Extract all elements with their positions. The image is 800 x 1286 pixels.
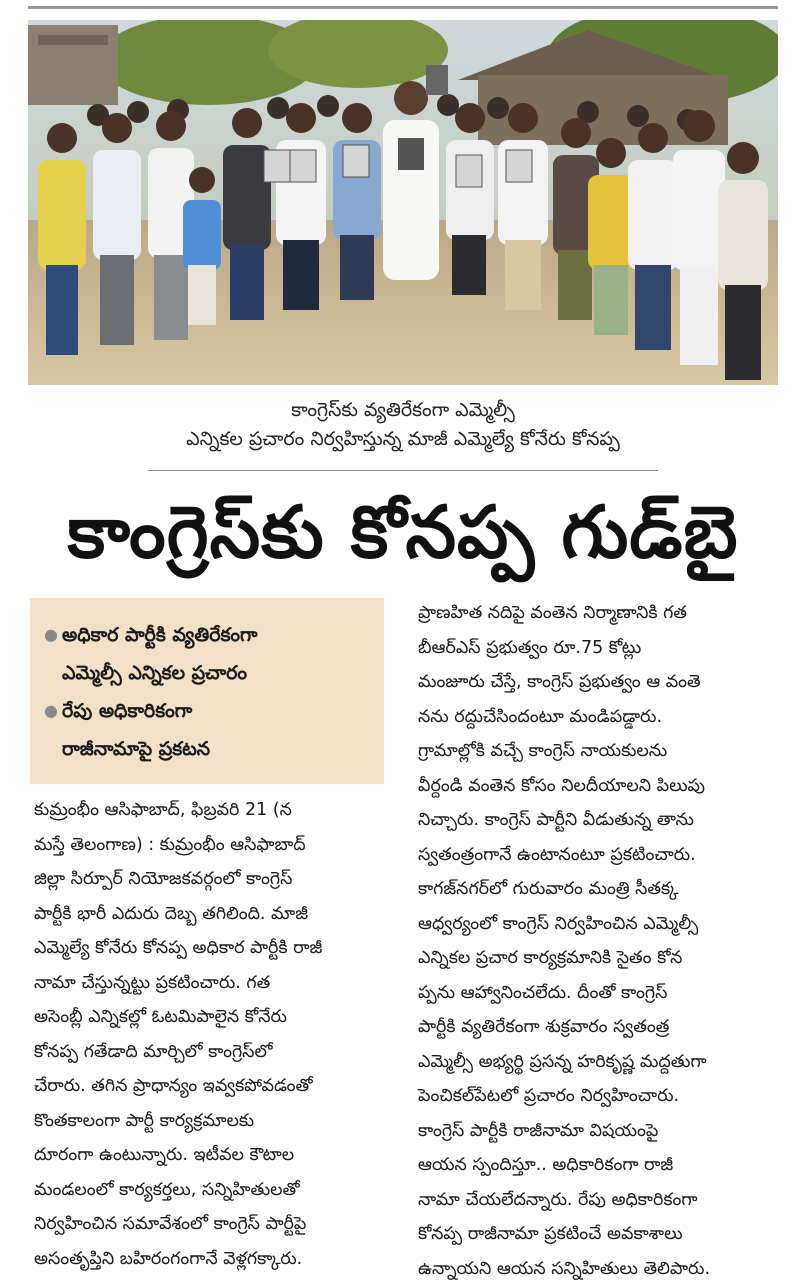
highlight-text: రేపు అధికారికంగా రాజీనామాపై ప్రకటన [62, 700, 211, 760]
photo-caption [28, 396, 778, 454]
headline: కాంగ్రెస్‌కు కోనప్ప గుడ్‌బై [67, 490, 739, 574]
highlight-item [44, 616, 370, 692]
highlight-item [44, 692, 370, 768]
caption-line-1: కాంగ్రెస్‌కు వ్యతిరేకంగా ఎమ్మెల్సీ [291, 399, 515, 421]
highlights-box [30, 598, 384, 784]
top-rule [28, 6, 778, 9]
bullet-icon: ● [44, 625, 58, 644]
news-photo [28, 20, 778, 385]
caption-line-2: ఎన్నికల ప్రచారం నిర్వహిస్తున్న మాజీ ఎమ్మెల్యే కోనేరు కోనప్ప [186, 428, 620, 450]
group-photo-icon [28, 20, 778, 385]
article-column-left: కుమ్రంభీం ఆసిఫాబాద్, ఫిబ్రవరి 21 (న మస్తే తెలంగాణ) : కుమ్రంభీం ఆసిఫాబాద్ జిల్లా సిర్పూర్ నియోజకవర్గంలో కాంగ్రెస్ పార్టీకి భారీ ఎదురు దెబ్బ తగిలింది. మాజీ ఎమ్మెల్యే కోనేరు కోనప్ప అధికార పార్టీకి రాజీ నామా చేస్తున్నట్టు ప్రకటించారు. గత అసెంబ్లీ ఎన్నికల్లో ఓటమిపాలైన కోనేరు కోనప్ప గతేడాది మార్చిలో కాంగ్రెస్‌లో చేరారు. తగిన ప్రాధాన్యం ఇవ్వకపోవడంతో కొంతకాలంగా పార్టీ కార్యక్రమాలకు దూరంగా ఉంటున్నారు. ఇటీవల కౌటాల మండలంలో కార్యకర్తలు, సన్నిహితులతో నిర్వహించిన సమావేశంలో కాంగ్రెస్ పార్టీపై అసంతృప్తిని బహిరంగంగానే వెళ్లగక్కారు. [34, 800, 323, 1269]
caption-divider [148, 470, 658, 471]
bullet-icon: ● [44, 701, 58, 720]
article-column-right: ప్రాణహిత నదిపై వంతెన నిర్మాణానికి గత బీఆర్‌ఎస్ ప్రభుత్వం రూ.75 కోట్లు మంజూరు చేస్తే, కాంగ్రెస్ ప్రభుత్వం ఆ వంతె నను రద్దుచేసిందంటూ మండిపడ్డారు. గ్రామాల్లోకి వచ్చే కాంగ్రెస్ నాయకులను వీర్దండి వంతెన కోసం నిలదీయాలని పిలుపు నిచ్చారు. కాంగ్రెస్ పార్టీని వీడుతున్న తాను స్వతంత్రంగానే ఉంటానంటూ ప్రకటించారు. కాగజ్‌నగర్‌లో గురువారం మంత్రి సీతక్క ఆధ్వర్యంలో కాంగ్రెస్ నిర్వహించిన ఎమ్మెల్సీ ఎన్నికల ప్రచార కార్యక్రమానికి సైతం కోన ప్పను ఆహ్వానించలేదు. దీంతో కాంగ్రెస్ పార్టీకి వ్యతిరేకంగా శుక్రవారం స్వతంత్ర ఎమ్మెల్సీ అభ్యర్థి ప్రసన్న హరికృష్ణ మద్దతుగా పెంచికల్‌పేటలో ప్రచారం నిర్వహించారు. కాంగ్రెస్ పార్టీకి రాజీనామా విషయంపై ఆయన స్పందిస్తూ.. అధికారికంగా రాజీ నామా చేయలేదన్నారు. రేపు అధికారికంగా కోనప్ప రాజీనామా ప్రకటించే అవకాశాలు ఉన్నాయని ఆయన సన్నిహితులు తెలిపారు. [418, 603, 711, 1279]
highlight-text: అధికార పార్టీకి వ్యతిరేకంగా ఎమ్మెల్సీ ఎన్నికల ప్రచారం [62, 624, 258, 684]
